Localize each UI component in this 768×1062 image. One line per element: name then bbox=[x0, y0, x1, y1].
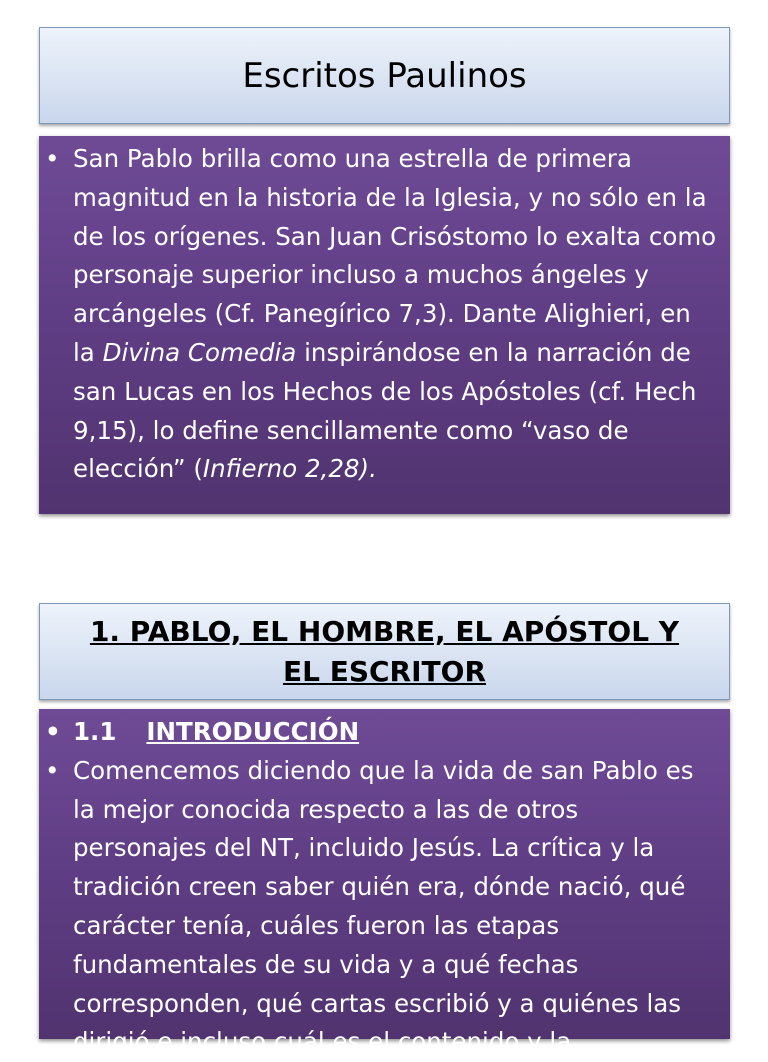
slide2-title-box bbox=[39, 603, 730, 700]
slide2-subheading-number: 1.1 bbox=[73, 717, 117, 746]
slide1-italic-infierno: Infierno 2,28). bbox=[202, 454, 377, 484]
slide2-subheading bbox=[73, 713, 718, 752]
slide1-text-part2: inspirándose en la narración de san Lucas en los Hechos de los Apóstoles (cf. Hech 9,15), lo define sencillamente como “vaso de elección” ( bbox=[73, 337, 697, 484]
slide1-bullet-paragraph bbox=[73, 140, 718, 489]
slide1-content-box bbox=[39, 136, 730, 514]
slide2-subheading-text: INTRODUCCIÓN bbox=[146, 717, 360, 746]
slide2-title: 1. PABLO, EL HOMBRE, EL APÓSTOL Y EL ESCRITOR bbox=[89, 614, 680, 688]
slide2-content-box bbox=[39, 709, 730, 1057]
slide1-italic-divina-comedia: Divina Comedia bbox=[102, 337, 297, 367]
slide1-title: Escritos Paulinos bbox=[242, 55, 527, 96]
slide2-bullet-paragraph bbox=[73, 752, 718, 1062]
slide1-text-part1: San Pablo brilla como una estrella de primera magnitud en la historia de la Iglesia, y no sólo en la de los orígenes. San Juan Crisóstomo lo exalta como personaje superior incluso a muchos ángeles y arcángeles (Cf. Panegírico 7,3). Dante Alighieri, en la bbox=[73, 144, 717, 367]
slide2-body-text: Comencemos diciendo que la vida de san Pablo es la mejor conocida respecto a las de otros personajes del NT, incluido Jesús. La crítica y la tradición creen saber quién era, dónde nació, qué carácter tenía, cuáles fueron las etapas fundamentales de su vida y a qué fechas corresponden, qué cartas escribió y a quiénes las dirigió e incluso cuál es el contenido y la bbox=[73, 755, 694, 1057]
slide1-title-box bbox=[39, 27, 730, 124]
